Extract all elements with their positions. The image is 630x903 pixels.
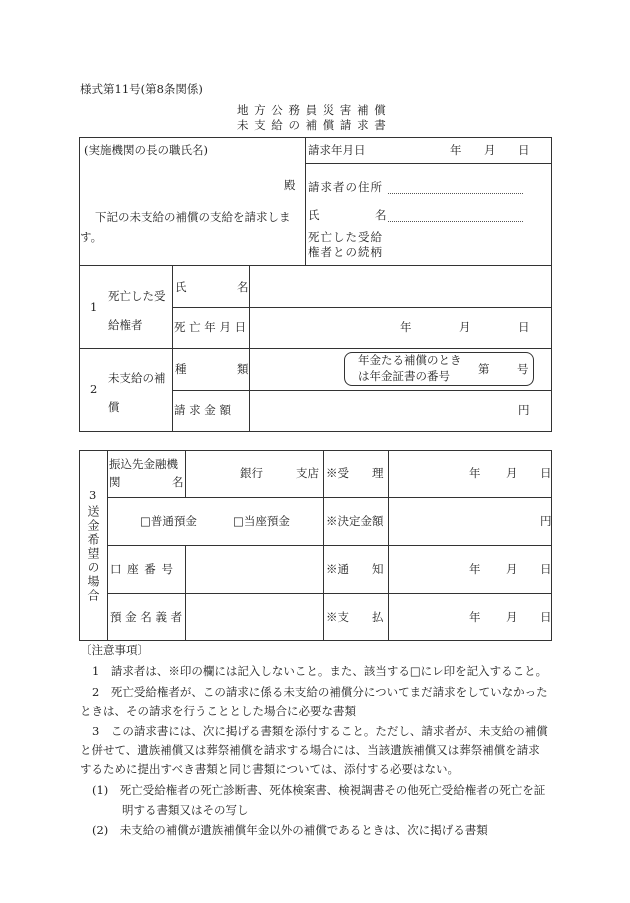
- account-holder-label: 預 金 名 義 者: [110, 610, 183, 624]
- type-label-shu: 種: [175, 362, 187, 376]
- applicant-name-label-mei: 名: [375, 208, 387, 222]
- bank-label-mei: 名: [172, 475, 184, 489]
- bank-unit: 銀行: [240, 466, 263, 480]
- bank-label-line2: 関: [109, 475, 121, 489]
- address-field-line[interactable]: [388, 193, 523, 194]
- claim-amount-label: 請 求 金 額: [174, 403, 231, 417]
- section1-number: 1: [90, 300, 98, 314]
- pension-note-line1: 年金たる補償のとき: [358, 353, 462, 367]
- shiharai-label: ※支 払: [326, 610, 384, 624]
- dono-label: 殿: [284, 178, 296, 192]
- account-number-label: 口 座 番 号: [110, 562, 174, 576]
- note-3-line1: 3 この請求書には、次に掲げる書類を添付すること。ただし、請求者が、未支給の補償: [92, 724, 548, 738]
- applicant-name-label-shi: 氏: [308, 208, 320, 222]
- note-2-line1: 2 死亡受給権者が、この請求に係る未支給の補償分についてまだ請求をしていなかった: [92, 685, 548, 699]
- notes-heading: 〔注意事項〕: [80, 643, 149, 657]
- tsuchi-label: ※通 知: [326, 562, 384, 576]
- section1-label-line1: 死亡した受: [108, 289, 166, 303]
- section2-label-line1: 未支給の補: [108, 371, 166, 385]
- pension-note-line2: は年金証書の番号: [358, 369, 450, 383]
- note-3-line2: と併せて、遺族補償又は葬祭補償を請求する場合には、当該遺族補償又は葬祭補償を請求: [80, 743, 540, 757]
- applicant-address-label: 請求者の住所: [308, 180, 383, 194]
- section2-label-line2: 償: [108, 400, 120, 414]
- note-2-line2: ときは、その請求を行うこととした場合に必要な書類: [80, 704, 356, 718]
- form-title-line1: 地 方 公 務 員 災 害 補 償: [237, 103, 387, 117]
- death-date-label: 死 亡 年 月 日: [174, 320, 247, 334]
- deceased-name-label-mei: 名: [237, 280, 249, 294]
- note-1: 1 請求者は、※印の欄には記入しないこと。また、該当する□にレ印を記入すること。: [92, 664, 548, 678]
- name-field-line[interactable]: [388, 221, 523, 222]
- section2-number: 2: [90, 382, 98, 396]
- request-text-line1: 下記の未支給の補償の支給を請求しま: [95, 210, 291, 224]
- form-title-line2: 未 支 給 の 補 償 請 求 書: [237, 118, 387, 132]
- remit-section-number: 3: [89, 488, 97, 502]
- agency-head-label: (実施機関の長の職氏名): [84, 143, 208, 157]
- checkbox-touza[interactable]: □当座預金: [233, 514, 290, 528]
- request-text-line2: す。: [80, 230, 103, 244]
- note-3-item1-line1: (1) 死亡受給権者の死亡診断書、死体検案書、検視調書その他死亡受給権者の死亡を証: [92, 783, 546, 797]
- note-3-item2: (2) 未支給の補償が遺族補償年金以外の補償であるときは、次に掲げる書類: [92, 823, 488, 837]
- request-date-label: 請求年月日: [308, 143, 366, 157]
- branch-unit: 支店: [296, 466, 319, 480]
- remit-vertical-label: 送金希望の場合: [86, 505, 100, 603]
- relation-label-line2: 権者との続柄: [308, 245, 383, 259]
- section1-label-line2: 給権者: [108, 318, 143, 332]
- checkbox-futsu[interactable]: □普通預金: [140, 514, 197, 528]
- note-3-line3: するために提出すべき書類と同じ書類については、添付する必要はない。: [80, 762, 460, 776]
- juri-label: ※受 理: [326, 466, 384, 480]
- note-3-item1-line2: 明する書類又はその写し: [122, 803, 249, 817]
- claim-amount-yen: 円: [518, 403, 530, 417]
- kettei-label: ※決定金額: [326, 514, 384, 528]
- bank-label-line1: 振込先金融機: [109, 457, 178, 471]
- type-label-rui: 類: [237, 362, 249, 376]
- form-number: 様式第11号(第8条関係): [80, 82, 203, 96]
- relation-label-line1: 死亡した受給: [308, 230, 383, 244]
- deceased-name-label-shi: 氏: [175, 280, 187, 294]
